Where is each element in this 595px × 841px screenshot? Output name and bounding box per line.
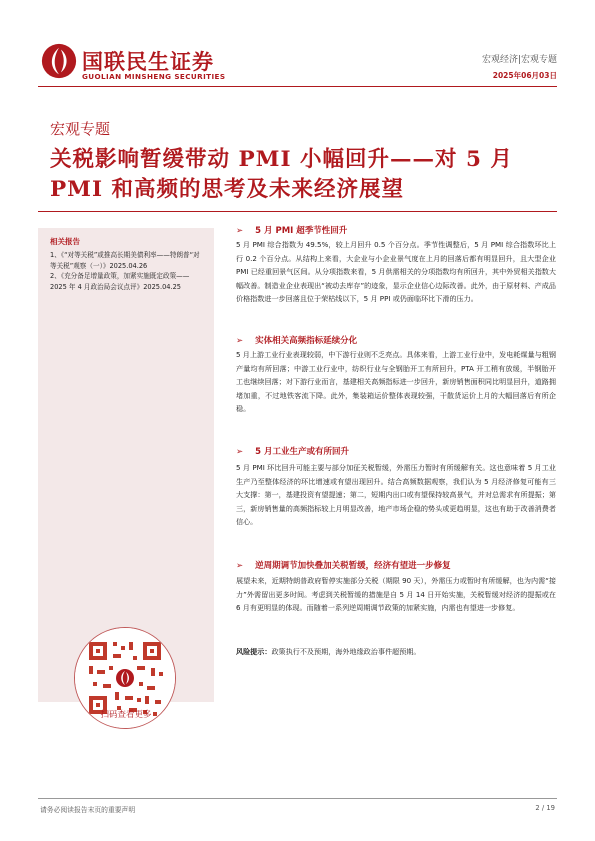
section-heading-1-text: 5 月 PMI 超季节性回升 — [255, 226, 348, 236]
section-heading-2-text: 实体相关高频指标延续分化 — [255, 336, 358, 346]
section-body-1: 5 月 PMI 综合指数为 49.5%，较上月回升 0.5 个百分点。季节性调整后，5 月 PMI 综合指数环比上行 0.2 个百分点。从结构上来看，大企业与小企业景气度在上月的回落后都有明显回升，且大型企业 PMI 已经重回景气区间。从分项指数来看，5 月供需相关的分项指数均有所回升，其中外贸相关指数大幅改善。制造业企业表现出“被动去库存”的迹象，显示企业信心边际改善。此外，由于原材料、产成品价格指数进一步回落且位于荣枯线以下，5 月 PPI 或仍面临环比下滑的压力。 — [236, 240, 556, 304]
section-heading-3 — [236, 445, 349, 457]
qr-caption: 扫码查看更多 — [100, 710, 152, 720]
company-name-cn: 国联民生证券 — [82, 50, 214, 74]
section-heading-2 — [236, 334, 357, 346]
risk-label: 风险提示： — [236, 647, 272, 656]
arrow-bullet-icon: ➢ — [236, 447, 244, 457]
section-heading-4 — [236, 559, 451, 571]
section-body-2: 5 月上游工业行业表现较弱，中下游行业则不乏亮点。具体来看，上游工业行业中，发电耗煤量与粗钢产量均有所回落；中游工业行业中，纺织行业与全钢胎开工有所回升，PTA 开工稍有放缓，半钢胎开工也继续回落；对下游行业而言，基建相关高频指标进一步回升，新房销售面积同比明显回升，道路拥堵加重，不过地铁客流下降。此外，集装箱运价整体表现较强，干散货运价上月的大幅回落后有所企稳。 — [236, 350, 556, 414]
page-number: 2 / 19 — [535, 804, 555, 812]
title-divider — [38, 211, 557, 212]
arrow-bullet-icon: ➢ — [236, 561, 244, 571]
company-name-en: GUOLIAN MINSHENG SECURITIES — [82, 72, 226, 81]
company-logo-icon — [40, 42, 78, 80]
report-date: 2025年06月03日 — [492, 71, 557, 80]
related-reports-heading: 相关报告 — [50, 237, 80, 246]
related-report-link-2[interactable]: 2、《充分备足增量政策，加紧实施既定政策——2025 年 4 月政治局会议点评》2025.04.25 — [50, 272, 190, 291]
arrow-bullet-icon: ➢ — [236, 336, 244, 346]
risk-text: 政策执行不及预期，海外地缘政治事件超预期。 — [271, 647, 421, 656]
section-tag: 宏观专题 — [50, 120, 111, 138]
risk-warning — [236, 645, 556, 658]
arrow-bullet-icon: ➢ — [236, 226, 244, 236]
report-title: 关税影响暂缓带动 PMI 小幅回升——对 5 月 PMI 和高频的思考及未来经济展望 — [50, 147, 513, 202]
section-heading-4-text: 逆周期调节加快叠加关税暂缓，经济有望进一步修复 — [255, 561, 451, 571]
section-body-4: 展望未来，近期特朗普政府暂停实施部分关税（期限 90 天），外需压力或暂时有所缓解，也为内需“接力”外需留出更多时间。考虑到关税暂缓的措施是自 5 月 14 日开始实施，关税暂缓对经济的提振或在 6 月有更明显的体现。而随着一系列逆周期调节政策的加紧实施，内需也有望进一步修复。 — [236, 576, 556, 613]
footer-divider — [38, 798, 557, 799]
section-body-3: 5 月 PMI 环比回升可能主要与部分加征关税暂缓，外需压力暂时有所缓解有关。这也意味着 5 月工业生产乃至整体经济的环比增速或有望出现回升。结合高频数据观察，我们认为 5 月经济修复可能有三大支撑：第一，基建投资有望提速；第二，短期内出口或有望保持较高景气，并对总需求有所提振；第三，新房销售量的高频指标较上月明显改善，地产市场企稳的势头或更趋明显，这也有助于改善消费者信心。 — [236, 463, 556, 527]
header-divider — [38, 86, 557, 87]
footer-disclaimer: 请务必阅读报告末页的重要声明 — [40, 806, 136, 814]
related-report-link-1[interactable]: 1、《“对等关税”或推高长期美债利率——特朗普“对等关税”观察（一）》2025.04.26 — [50, 251, 200, 270]
report-type: 宏观经济|宏观专题 — [481, 55, 557, 65]
section-heading-3-text: 5 月工业生产或有所回升 — [255, 447, 349, 457]
section-heading-1 — [236, 224, 347, 236]
